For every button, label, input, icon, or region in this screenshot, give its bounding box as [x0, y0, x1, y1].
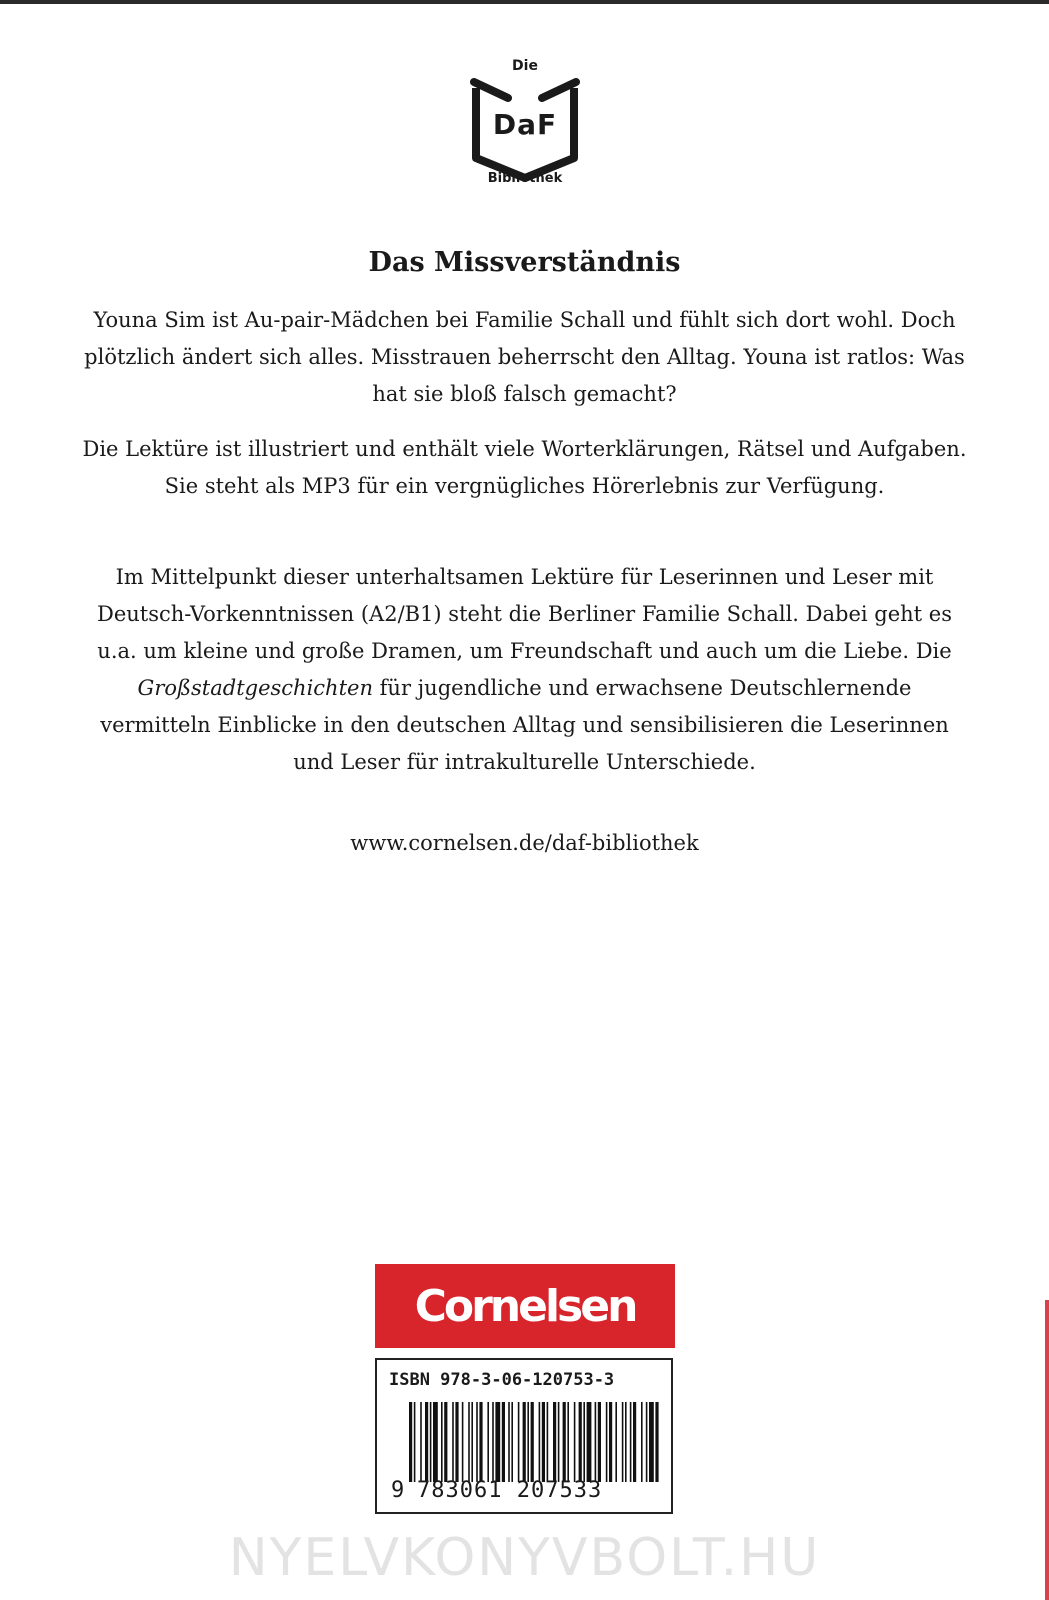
barcode-bar [420, 1402, 422, 1482]
series-name: Großstadtgeschichten [137, 676, 373, 700]
barcode-bar [547, 1402, 549, 1482]
barcode-bar [633, 1402, 636, 1482]
barcode-bar [523, 1402, 526, 1482]
barcode-bar [579, 1402, 582, 1482]
isbn-label: ISBN 978-3-06-120753-3 [389, 1370, 615, 1390]
publisher-logo: Cornelsen [375, 1264, 675, 1348]
blurb-paragraph-3-part-a: Im Mittelpunkt dieser unterhaltsamen Lektüre für Leserinnen und Leser mit Deutsch-Vorkenntnissen (A2/B1) steht die Berliner Familie Schall. Dabei geht es u.a. um kleine und große Dramen, um Freundschaft und auch um die Liebe. Die [97, 565, 952, 663]
barcode-first-digit: 9 [391, 1478, 405, 1503]
barcode-bar [649, 1402, 654, 1482]
barcode-bar [630, 1402, 632, 1482]
barcode-bar [487, 1402, 489, 1482]
barcode-bar [542, 1402, 545, 1482]
barcode-bar [433, 1402, 438, 1482]
barcode-bar [646, 1402, 648, 1482]
barcode-bar [511, 1402, 513, 1482]
barcode-bar [567, 1402, 569, 1482]
barcode-bar [508, 1402, 510, 1482]
barcode-bar [444, 1402, 447, 1482]
barcode-bar [625, 1402, 627, 1482]
barcode-bar [518, 1402, 520, 1482]
daf-bibliothek-logo [452, 50, 598, 200]
barcode-bar [495, 1402, 500, 1482]
blurb-paragraph-3-part-b: für jugendliche und erwachsene Deutschlernende vermitteln Einblicke in den deutschen Alltag und sensibilisieren die Leserinnen und Leser für intrakulturelle Unterschiede. [100, 676, 949, 774]
logo-main-text: DaF [492, 108, 558, 141]
barcode-bar [468, 1402, 470, 1482]
website-url: www.cornelsen.de/daf-bibliothek [350, 831, 699, 855]
barcode-bar [492, 1402, 494, 1482]
barcode-bar [455, 1402, 458, 1482]
blurb-paragraph-2: Die Lektüre ist illustriert und enthält viele Worterklärungen, Rätsel und Aufgaben. Sie steht als MP3 für ein vergnügliches Hörerlebnis zur Verfügung. [82, 437, 967, 498]
barcode-bar [563, 1402, 566, 1482]
barcode-bar [452, 1402, 454, 1482]
barcode-bar [641, 1402, 643, 1482]
barcode-bar [527, 1402, 529, 1482]
barcode-bar [587, 1402, 592, 1482]
barcode-bar [598, 1402, 601, 1482]
logo-top-text: Die [512, 58, 538, 74]
isbn-box [375, 1358, 673, 1514]
barcode-bar [574, 1402, 576, 1482]
watermark: NYELVKONYVBOLT.HU [228, 1528, 821, 1588]
blurb-paragraph-3 [80, 559, 969, 781]
barcode-bar [531, 1402, 534, 1482]
barcode-bar [462, 1402, 464, 1482]
barcode-bar [539, 1402, 541, 1482]
barcode-bar [425, 1402, 428, 1482]
top-edge [0, 0, 1049, 4]
barcode-bar [471, 1402, 473, 1482]
barcode-bar [655, 1402, 658, 1482]
barcode-bar [609, 1402, 612, 1482]
barcode-bar [606, 1402, 608, 1482]
barcode-bar [476, 1402, 478, 1482]
barcode-bar [430, 1402, 432, 1482]
barcode-bar [502, 1402, 505, 1482]
barcode-digits: 783061 207533 [417, 1478, 603, 1503]
barcode-bar [622, 1402, 624, 1482]
barcode-bar [409, 1402, 412, 1482]
book-title: Das Missverständnis [368, 247, 681, 278]
barcode-bar [414, 1402, 416, 1482]
barcode-bar [553, 1402, 556, 1482]
barcode-bar [595, 1402, 597, 1482]
logo-bottom-text: Bibliothek [487, 171, 563, 186]
blurb-paragraph-1: Youna Sim ist Au-pair-Mädchen bei Familie Schall und fühlt sich dort wohl. Doch plötzlich ändert sich alles. Misstrauen beherrscht den Alltag. Youna ist ratlos: Was hat sie bloß falsch gemacht? [84, 308, 965, 406]
barcode [409, 1402, 659, 1482]
barcode-bar [558, 1402, 560, 1482]
barcode-bar [615, 1402, 617, 1482]
barcode-bar [441, 1402, 443, 1482]
barcode-bar [583, 1402, 585, 1482]
barcode-bar [479, 1402, 482, 1482]
